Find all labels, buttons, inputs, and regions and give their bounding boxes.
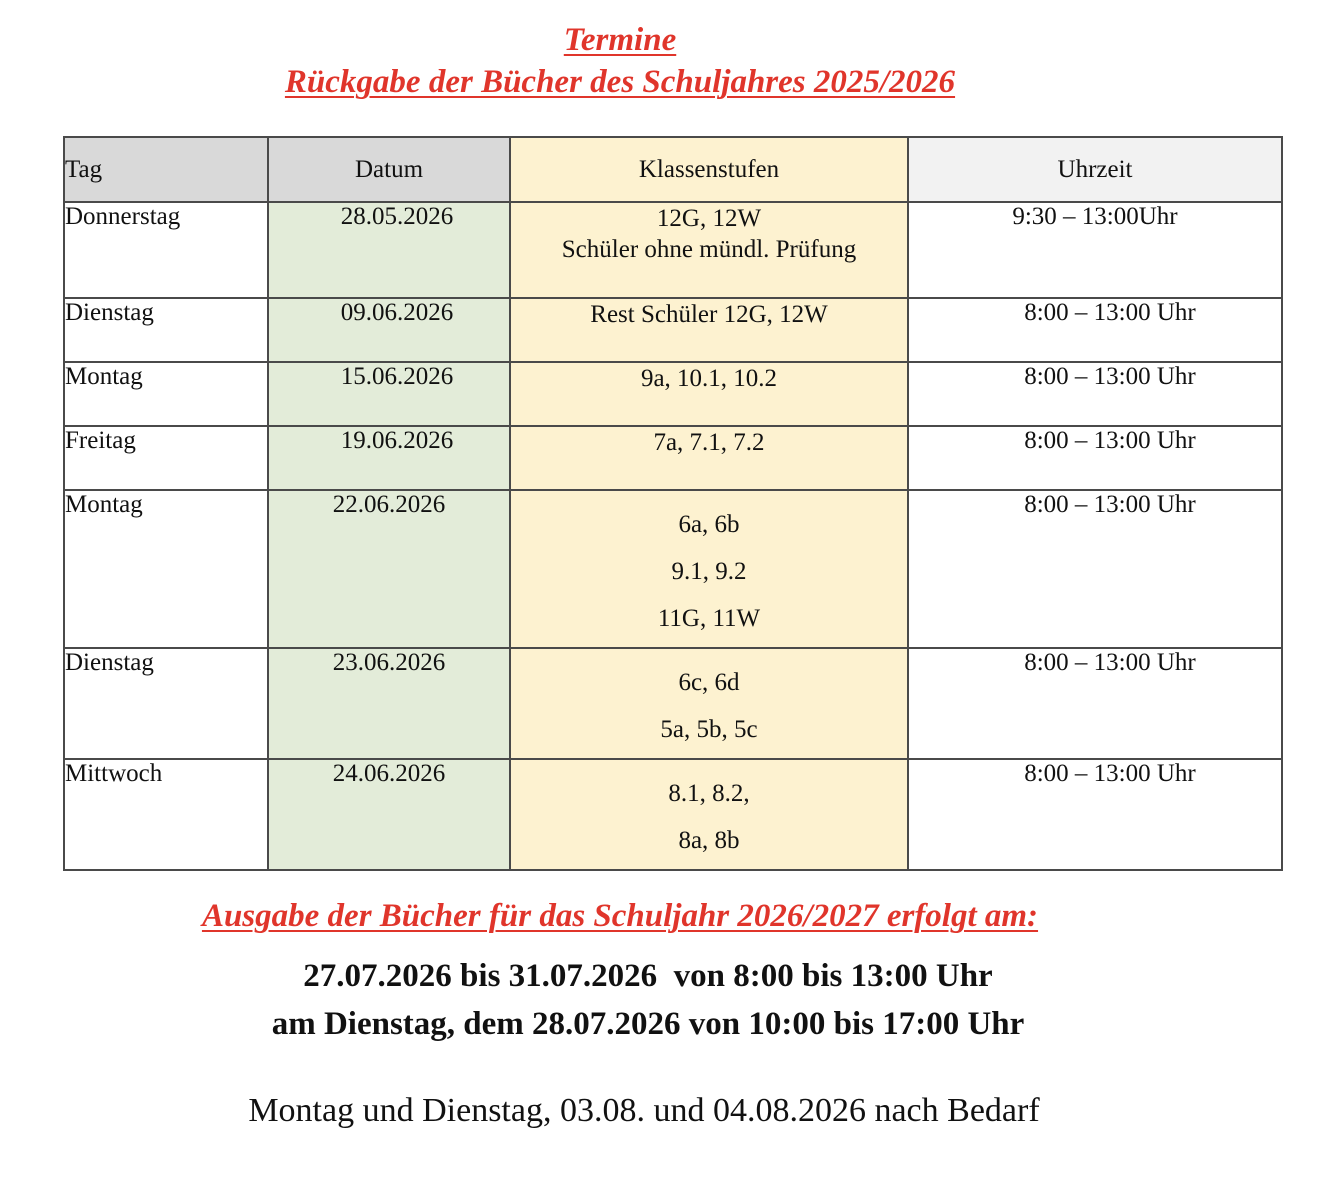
cell-tag: Montag: [64, 490, 268, 648]
cell-klassenstufen: [510, 759, 908, 870]
cell-klassenstufen: [510, 490, 908, 648]
cell-uhrzeit: 8:00 – 13:00 Uhr: [908, 362, 1282, 426]
cell-datum-text: 09.06.2026: [340, 299, 454, 326]
cell-datum-text: 28.05.2026: [340, 203, 454, 230]
table-row: [64, 362, 1282, 426]
cell-datum-text: 24.06.2026: [332, 760, 446, 787]
class-line: Schüler ohne mündl. Prüfung: [561, 236, 857, 263]
class-line: Rest Schüler 12G, 12W: [590, 301, 828, 328]
ausgabe-date-range: 27.07.2026 bis 31.07.2026 von 8:00 bis 13:00 Uhr: [303, 958, 993, 994]
cell-datum-text: 15.06.2026: [340, 363, 454, 390]
cell-datum: [268, 202, 510, 298]
cell-datum: [268, 759, 510, 870]
class-line: 6c, 6d: [678, 669, 740, 696]
cell-datum: [268, 298, 510, 362]
cell-tag: Freitag: [64, 426, 268, 490]
cell-datum-text: 19.06.2026: [340, 427, 454, 454]
class-line: 11G, 11W: [657, 605, 761, 632]
cell-uhrzeit: 8:00 – 13:00 Uhr: [908, 298, 1282, 362]
cell-datum: [268, 490, 510, 648]
cell-klassenstufen: [510, 426, 908, 490]
cell-datum-text: 23.06.2026: [332, 649, 446, 676]
page-title: Termine: [563, 22, 677, 58]
cell-datum: [268, 648, 510, 759]
cell-tag: Dienstag: [64, 648, 268, 759]
cell-datum: [268, 426, 510, 490]
class-line: 8.1, 8.2,: [668, 780, 750, 807]
cell-klassenstufen: [510, 362, 908, 426]
cell-klassenstufen: [510, 298, 908, 362]
cell-uhrzeit: 8:00 – 13:00 Uhr: [908, 426, 1282, 490]
class-line: 9.1, 9.2: [671, 558, 747, 585]
ausgabe-note: Montag und Dienstag, 03.08. und 04.08.2026 nach Bedarf: [248, 1092, 1040, 1129]
cell-uhrzeit: 8:00 – 13:00 Uhr: [908, 648, 1282, 759]
class-line: 7a, 7.1, 7.2: [653, 429, 765, 456]
page-subtitle: Rückgabe der Bücher des Schuljahres 2025/2026: [284, 64, 956, 100]
cell-datum-text: 22.06.2026: [332, 491, 446, 518]
table-header-row: [64, 137, 1282, 202]
column-header-uhrzeit: Uhrzeit: [908, 137, 1282, 202]
cell-uhrzeit: 8:00 – 13:00 Uhr: [908, 759, 1282, 870]
ausgabe-heading: Ausgabe der Bücher für das Schuljahr 2026/2027 erfolgt am:: [201, 898, 1039, 934]
table-row: [64, 759, 1282, 870]
column-header-datum: Datum: [268, 137, 510, 202]
class-line: 6a, 6b: [678, 511, 740, 538]
table-row: [64, 426, 1282, 490]
column-header-tag: Tag: [64, 137, 268, 202]
column-header-klassenstufen: Klassenstufen: [510, 137, 908, 202]
cell-klassenstufen: [510, 202, 908, 298]
table-row: [64, 202, 1282, 298]
cell-tag: Mittwoch: [64, 759, 268, 870]
schedule-table: [63, 136, 1283, 871]
table-row: [64, 648, 1282, 759]
ausgabe-tuesday-hours: am Dienstag, dem 28.07.2026 von 10:00 bis 17:00 Uhr: [271, 1006, 1025, 1042]
table-row: [64, 490, 1282, 648]
table-row: [64, 298, 1282, 362]
class-line: 9a, 10.1, 10.2: [640, 365, 778, 392]
class-line: 8a, 8b: [678, 827, 740, 854]
cell-uhrzeit: 8:00 – 13:00 Uhr: [908, 490, 1282, 648]
cell-tag: Montag: [64, 362, 268, 426]
cell-klassenstufen: [510, 648, 908, 759]
cell-tag: Donnerstag: [64, 202, 268, 298]
cell-tag: Dienstag: [64, 298, 268, 362]
cell-datum: [268, 362, 510, 426]
class-line: 5a, 5b, 5c: [660, 716, 758, 743]
cell-uhrzeit: 9:30 – 13:00Uhr: [908, 202, 1282, 298]
class-line: 12G, 12W: [656, 205, 762, 232]
